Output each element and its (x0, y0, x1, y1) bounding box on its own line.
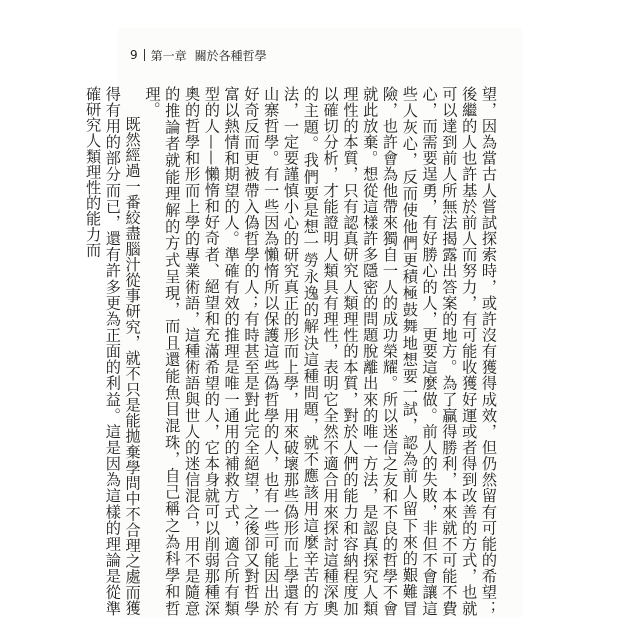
paragraph-continued: 望，因為當古人嘗試探索時，或許沒有獲得成效，但仍然留有可能的希望；後繼的人也許基於前人而努力，有可能收獲好運或者得到改善的方式，也就可以達到前人所無法揭露出答案的地方。為了贏得勝利，本來就不可能不費心，而需要逞勇，有好勝心的人，更要這麼做。前人的失敗，非但不會讓這些人灰心，反而使他們更積極鼓舞地想要一試，認為前人留下來的艱難冒險，也許會為他帶來獨自一人的成功榮耀。所以迷信之友和不良的哲學不會就此放棄。想從這樣許多隱密的問題脫離出來的唯一方法，是認真探究人類理性的本質，只有認真研究人類理性的本質，對於人們的能力和容納程度加以確切分析，才能證明人類具有理性，表明它全然不適合用來探討這種深奧的主題。我們要是想一勞永逸的解決這種問題，就不應該用這麼辛苦的方法，一定要謹慎小心的研究真正的形而上學，用來破壞那些偽形而上學還有山寨哲學。有一些因為懶惰所以保護這些偽哲學的人，也有一些可能因出於好奇反而更被帶入偽哲學的人；有時甚至是對此完全絕望，之後卻又對哲學富以熱情和期望的人。準確有效的推理是唯一通用的補救方式，適合所有類型的人——懶惰和好奇者、絕望和充滿希望的人，它本身就可以削弱那種深奧的哲學和形而上學的專業術語，這種術語與世人的迷信混合，用不是隨意的推論者就能理解的方式呈現，而且還能魚目混珠，自己稱之為科學和哲理。 (143, 86, 498, 616)
chapter-label: 第一章 (150, 48, 187, 63)
running-header (130, 45, 267, 65)
page-number: 9 (130, 48, 138, 62)
paragraph-new: 既然經過一番絞盡腦汁從事研究，就不只是能拋棄學問中不合理之處而獲得有用的部分而已，還有許多更為正面的利益。這是因為這樣的理論是從準確研究人類理性的能力而 (84, 86, 142, 616)
chapter-title: 關於各種哲學 (194, 48, 267, 63)
body-text (82, 86, 498, 616)
header-divider (144, 49, 145, 61)
